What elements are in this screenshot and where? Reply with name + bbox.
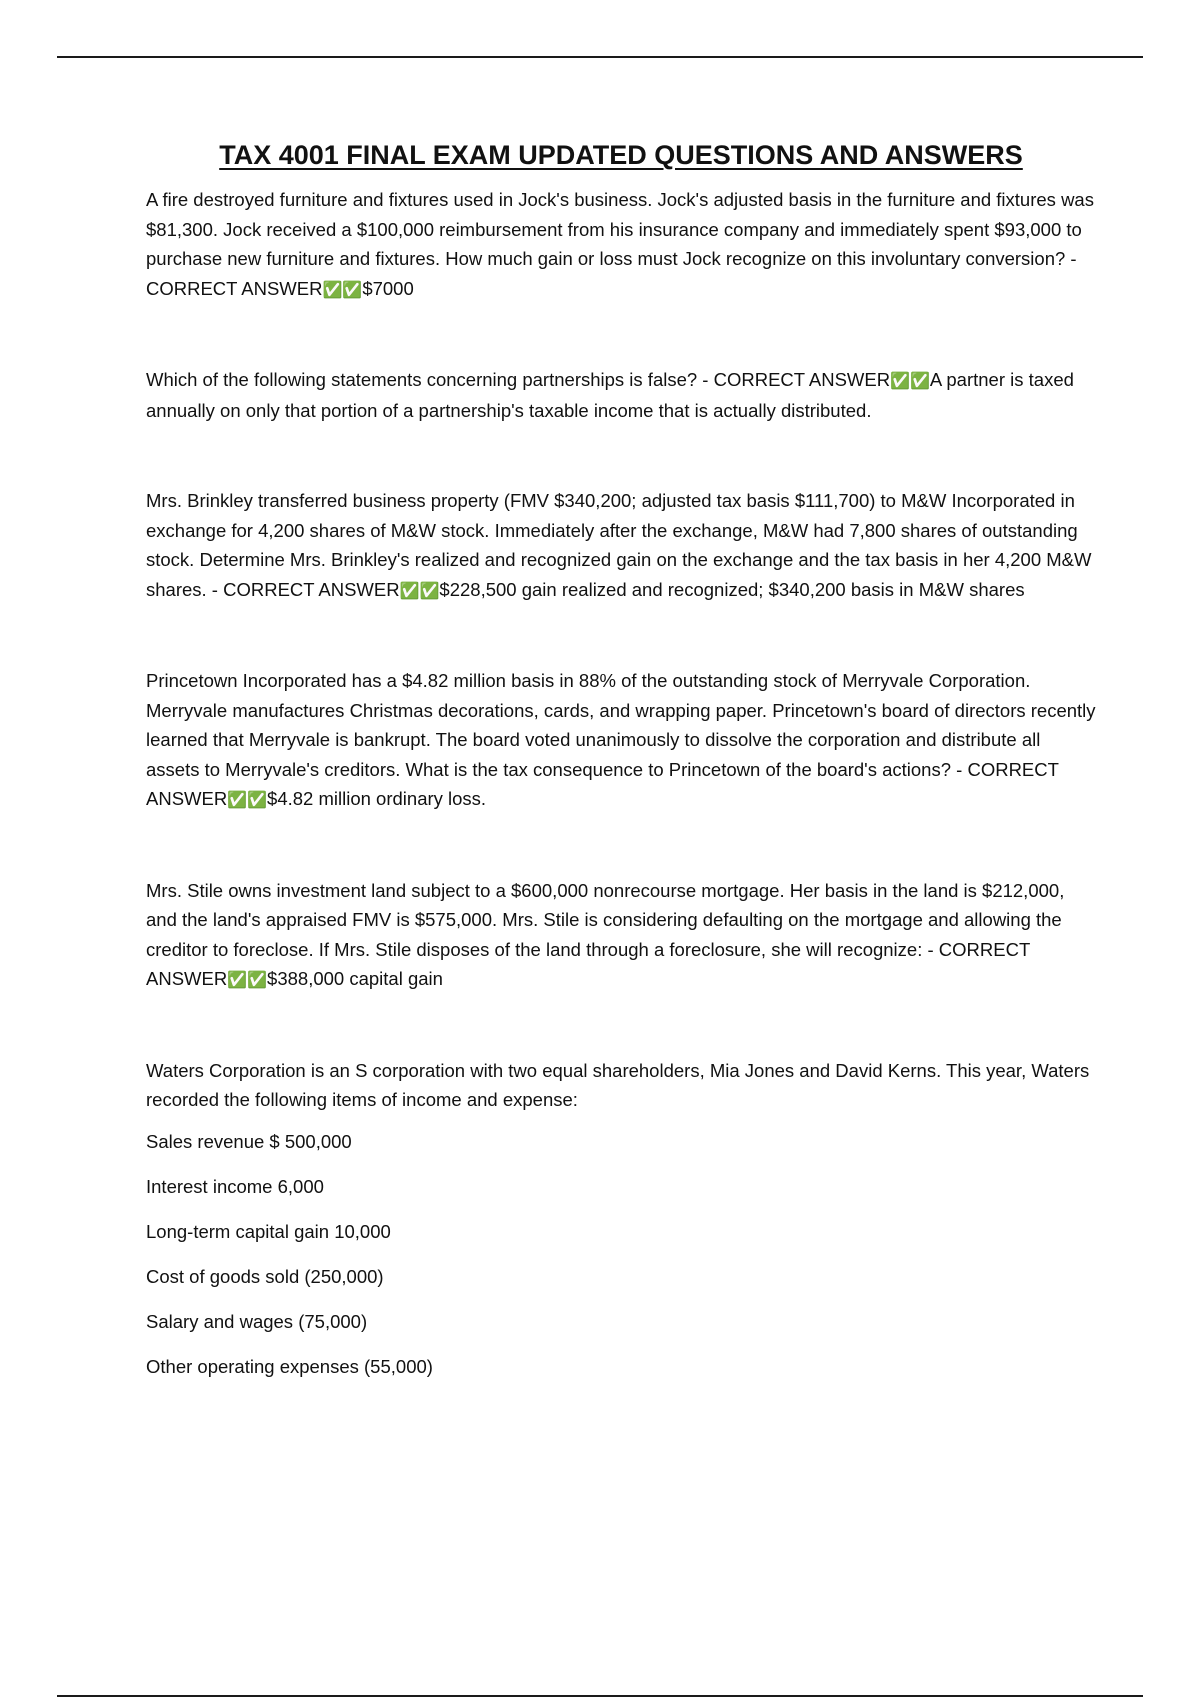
answer-prefix: - CORRECT ANSWER (146, 758, 1059, 809)
check-icon: ✅✅ (227, 790, 268, 809)
question-text: Mrs. Stile owns investment land subject to a $600,000 nonrecourse mortgage. Her basis in the land is $212,000, and the land's appraised FMV is $575,000. Mrs. Stile is considering defaulting on the mortgage and allowing the creditor to foreclose. If Mrs. Stile disposes of the land through a foreclosure, she will recognize: (146, 879, 1065, 960)
answer-prefix: - CORRECT ANSWER (146, 248, 1077, 299)
answer-text: A partner is taxed annually on only that portion of a partnership's taxable income that is actually distributed. (146, 369, 1074, 421)
question-text: Which of the following statements concerning partnerships is false? (146, 369, 698, 390)
bottom-rule (57, 1695, 1143, 1697)
check-icon: ✅✅ (322, 279, 363, 299)
check-icon: ✅✅ (227, 970, 268, 989)
question-text: Mrs. Brinkley transferred business property (FMV $340,200; adjusted tax basis $111,700) to M&W Incorporated in exchange for 4,200 shares of M&W stock. Immediately after the exchange, M&W had 7,800 shares of outstanding stock. Determine Mrs. Brinkley's realized and recognized gain on the exchange and the tax basis in her 4,200 M&W shares. (146, 490, 1092, 600)
answer-prefix: - CORRECT ANSWER (206, 578, 400, 600)
document-title: TAX 4001 FINAL EXAM UPDATED QUESTIONS AND ANSWERS (219, 140, 1023, 170)
qa-item-5 (146, 876, 1096, 995)
answer-text: $228,500 gain realized and recognized; $340,200 basis in M&W shares (439, 578, 1025, 600)
qa-item-2 (146, 365, 1096, 425)
line-item-interest-income: Interest income 6,000 (146, 1175, 324, 1197)
question-text: A fire destroyed furniture and fixtures used in Jock's business. Jock's adjusted basis in the furniture and fixtures was $81,300. Jock received a $100,000 reimbursement from his insurance company and immediately spent $93,000 to purchase new furniture and fixtures. How much gain or loss must Jock recognize on this involuntary conversion? (146, 189, 1094, 269)
answer-text: $7000 (362, 277, 414, 299)
line-item-salary-and-wages: Salary and wages (75,000) (146, 1310, 368, 1332)
qa-item-3 (146, 486, 1096, 605)
question-intro: Waters Corporation is an S corporation with two equal shareholders, Mia Jones and David Kerns. This year, Waters recorded the following items of income and expense: (146, 1059, 1090, 1110)
answer-prefix: - CORRECT ANSWER (697, 369, 891, 390)
question-text: Princetown Incorporated has a $4.82 million basis in 88% of the outstanding stock of Merryvale Corporation. Merryvale manufactures Christmas decorations, cards, and wrapping paper. Princetown's board of directors recently learned that Merryvale is bankrupt. The board voted unanimously to dissolve the corporation and distribute all assets to Merryvale's creditors. What is the tax consequence to Princetown of the board's actions? (146, 670, 1096, 780)
check-icon: ✅✅ (890, 371, 930, 390)
answer-text: $388,000 capital gain (267, 968, 443, 989)
check-icon: ✅✅ (399, 580, 440, 600)
line-item-long-term-capital-gain: Long-term capital gain 10,000 (146, 1220, 391, 1242)
answer-text: $4.82 million ordinary loss. (267, 788, 487, 809)
qa-item-6 (146, 1056, 1096, 1381)
line-item-cost-of-goods-sold: Cost of goods sold (250,000) (146, 1265, 384, 1287)
document-content (146, 140, 1096, 1397)
qa-item-4 (146, 666, 1096, 815)
line-item-other-operating-expenses: Other operating expenses (55,000) (146, 1355, 433, 1377)
answer-prefix: - CORRECT ANSWER (146, 938, 1030, 989)
line-item-sales-revenue: Sales revenue $ 500,000 (146, 1130, 352, 1152)
top-rule (57, 56, 1143, 58)
qa-item-1 (146, 185, 1096, 304)
